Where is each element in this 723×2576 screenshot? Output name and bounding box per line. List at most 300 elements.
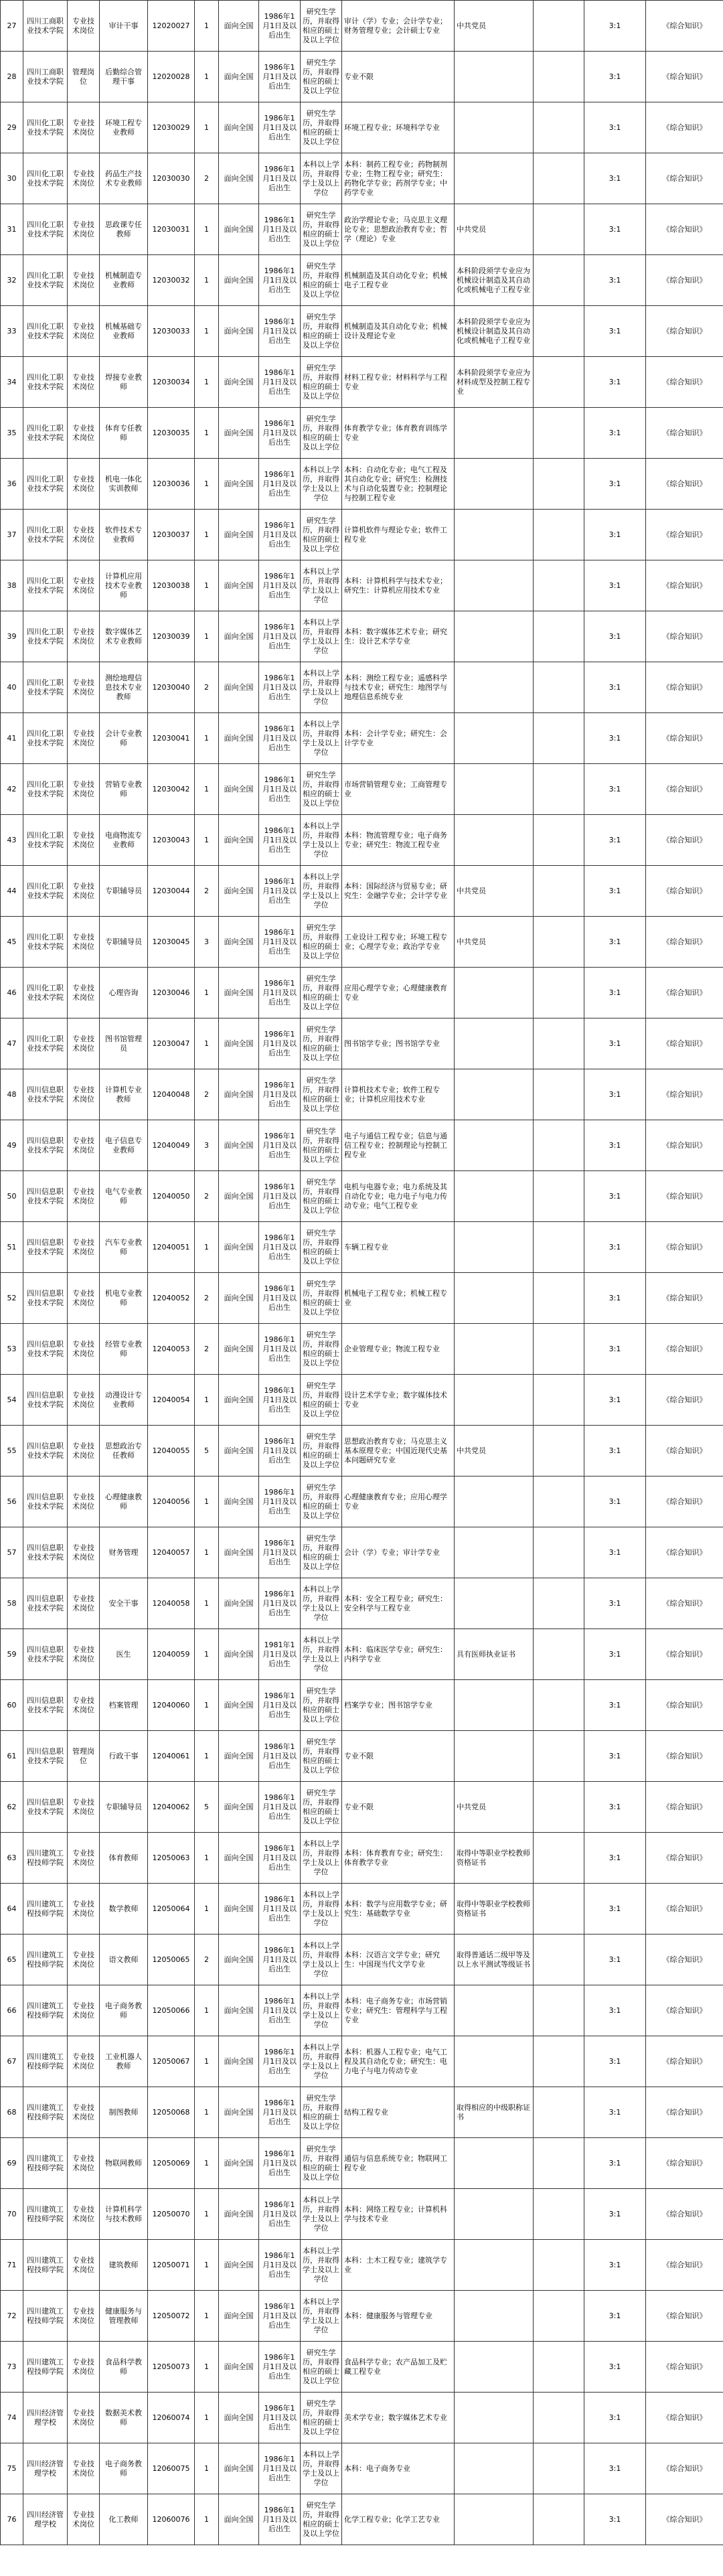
major-requirement-cell: 计算机技术专业；软件工程专业；计算机应用技术专业 [342,1069,455,1120]
table-row [1,611,723,662]
other-requirements-cell [455,815,534,866]
birth-requirement-cell: 1986年1月1日及以后出生 [259,764,301,815]
table-row [1,2240,723,2291]
recruit-scope-cell: 面向全国 [219,459,259,510]
row-number-cell: 64 [1,1884,23,1935]
recruit-scope-cell: 面向全国 [219,1171,259,1222]
exam-ratio-cell: 3:1 [584,2240,646,2291]
birth-requirement-cell: 1986年1月1日及以后出生 [259,510,301,560]
exam-subject-cell: 《综合知识》 [646,204,723,255]
major-requirement-cell: 食品科学专业；农产品加工及贮藏工程专业 [342,2342,455,2393]
recruit-scope-cell: 面向全国 [219,611,259,662]
position-code-cell: 12060074 [148,2393,195,2443]
table-row [1,1985,723,2036]
position-name-cell: 后勤综合管理干事 [100,52,148,102]
recruit-scope-cell: 面向全国 [219,2443,259,2494]
exam-ratio-cell: 3:1 [584,2342,646,2393]
position-type-cell: 专业技术岗位 [68,102,100,153]
education-requirement-cell: 研究生学历，并取得相应的硕士及以上学位 [301,1,342,52]
exam-subject-cell: 《综合知识》 [646,2240,723,2291]
position-name-cell: 数据美术教师 [100,2393,148,2443]
other-requirements-cell: 本科阶段须学专业应为机械设计制造及其自动化或机械电子工程专业 [455,306,534,357]
table-row [1,968,723,1018]
major-requirement-cell: 本科：电子商务专业 [342,2443,455,2494]
major-requirement-cell: 本科：计算机科学与技术专业；研究生：计算机应用技术专业 [342,560,455,611]
headcount-cell: 1 [195,2189,219,2240]
remarks-cell [534,713,584,764]
exam-ratio-cell: 3:1 [584,102,646,153]
exam-subject-cell: 《综合知识》 [646,1476,723,1527]
exam-ratio-cell: 3:1 [584,1222,646,1273]
row-number-cell: 32 [1,255,23,306]
position-name-cell: 档案管理 [100,1680,148,1731]
exam-ratio-cell: 3:1 [584,1069,646,1120]
position-code-cell: 12060076 [148,2494,195,2545]
exam-ratio-cell: 3:1 [584,510,646,560]
exam-ratio-cell: 3:1 [584,1018,646,1069]
education-requirement-cell: 研究生学历，并取得相应的硕士及以上学位 [301,917,342,968]
birth-requirement-cell: 1986年1月1日及以后出生 [259,1069,301,1120]
position-type-cell: 专业技术岗位 [68,306,100,357]
row-number-cell: 56 [1,1476,23,1527]
remarks-cell [534,1629,584,1680]
exam-subject-cell: 《综合知识》 [646,1833,723,1884]
position-type-cell: 专业技术岗位 [68,713,100,764]
birth-requirement-cell: 1986年1月1日及以后出生 [259,2240,301,2291]
exam-subject-cell: 《综合知识》 [646,1171,723,1222]
education-requirement-cell: 研究生学历，并取得相应的硕士及以上学位 [301,1171,342,1222]
position-type-cell: 专业技术岗位 [68,2087,100,2138]
position-code-cell: 12030033 [148,306,195,357]
position-name-cell: 行政干事 [100,1731,148,1782]
major-requirement-cell: 本科：安全工程专业；研究生：安全科学与工程专业 [342,1578,455,1629]
other-requirements-cell: 本科阶段须学专业应为材料成型及控制工程专业 [455,357,534,408]
employer-cell: 四川信息职业技术学院 [23,1782,68,1833]
position-type-cell: 专业技术岗位 [68,1476,100,1527]
position-name-cell: 电子商务教师 [100,2443,148,2494]
position-code-cell: 12030030 [148,153,195,204]
employer-cell: 四川化工职业技术学院 [23,153,68,204]
headcount-cell: 3 [195,917,219,968]
exam-ratio-cell: 3:1 [584,1273,646,1324]
major-requirement-cell: 思想政治教育专业；马克思主义基本原理专业；中国近现代史基本问题研究专业 [342,1426,455,1476]
birth-requirement-cell: 1986年1月1日及以后出生 [259,2138,301,2189]
employer-cell: 四川工商职业技术学院 [23,52,68,102]
other-requirements-cell: 中共党员 [455,204,534,255]
birth-requirement-cell: 1986年1月1日及以后出生 [259,1731,301,1782]
row-number-cell: 33 [1,306,23,357]
exam-ratio-cell: 3:1 [584,866,646,917]
major-requirement-cell: 通信与信息系统专业；物联网工程专业 [342,2138,455,2189]
table-row [1,1426,723,1476]
row-number-cell: 39 [1,611,23,662]
remarks-cell [534,1680,584,1731]
position-type-cell: 专业技术岗位 [68,1426,100,1476]
other-requirements-cell [455,1476,534,1527]
exam-ratio-cell: 3:1 [584,1578,646,1629]
row-number-cell: 50 [1,1171,23,1222]
position-code-cell: 12030038 [148,560,195,611]
remarks-cell [534,1069,584,1120]
table-row [1,1731,723,1782]
exam-subject-cell: 《综合知识》 [646,1527,723,1578]
recruit-scope-cell: 面向全国 [219,1629,259,1680]
exam-subject-cell: 《综合知识》 [646,52,723,102]
recruit-scope-cell: 面向全国 [219,1884,259,1935]
other-requirements-cell [455,1018,534,1069]
table-row [1,2087,723,2138]
recruit-scope-cell: 面向全国 [219,255,259,306]
row-number-cell: 72 [1,2291,23,2342]
position-name-cell: 药品生产技术专业教师 [100,153,148,204]
exam-ratio-cell: 3:1 [584,1476,646,1527]
birth-requirement-cell: 1986年1月1日及以后出生 [259,153,301,204]
birth-requirement-cell: 1986年1月1日及以后出生 [259,1578,301,1629]
table-row [1,1629,723,1680]
other-requirements-cell [455,510,534,560]
remarks-cell [534,1018,584,1069]
exam-subject-cell: 《综合知识》 [646,1935,723,1985]
position-type-cell: 专业技术岗位 [68,662,100,713]
major-requirement-cell: 本科：数学与应用数学专业；研究生：基础数学专业 [342,1884,455,1935]
row-number-cell: 31 [1,204,23,255]
major-requirement-cell: 机械电子工程专业；机械工程专业 [342,1273,455,1324]
employer-cell: 四川建筑工程技师学院 [23,2138,68,2189]
position-name-cell: 营销专业教师 [100,764,148,815]
exam-ratio-cell: 3:1 [584,2036,646,2087]
education-requirement-cell: 研究生学历，并取得相应的硕士及以上学位 [301,1731,342,1782]
headcount-cell: 2 [195,1069,219,1120]
position-code-cell: 12060075 [148,2443,195,2494]
exam-ratio-cell: 3:1 [584,1629,646,1680]
row-number-cell: 67 [1,2036,23,2087]
position-name-cell: 食品科学教师 [100,2342,148,2393]
exam-subject-cell: 《综合知识》 [646,1629,723,1680]
headcount-cell: 1 [195,1833,219,1884]
position-code-cell: 12030031 [148,204,195,255]
position-type-cell: 专业技术岗位 [68,1273,100,1324]
major-requirement-cell: 专业不限 [342,1731,455,1782]
position-name-cell: 动漫设计专业教师 [100,1375,148,1426]
row-number-cell: 40 [1,662,23,713]
row-number-cell: 42 [1,764,23,815]
remarks-cell [534,102,584,153]
position-name-cell: 心理咨询 [100,968,148,1018]
position-code-cell: 12030035 [148,408,195,459]
position-type-cell: 管理岗位 [68,52,100,102]
row-number-cell: 58 [1,1578,23,1629]
table-row [1,2138,723,2189]
education-requirement-cell: 本科以上学历，并取得学士及以上学位 [301,2036,342,2087]
education-requirement-cell: 研究生学历，并取得相应的硕士及以上学位 [301,52,342,102]
remarks-cell [534,2494,584,2545]
remarks-cell [534,1833,584,1884]
education-requirement-cell: 研究生学历，并取得相应的硕士及以上学位 [301,1527,342,1578]
recruit-scope-cell: 面向全国 [219,1527,259,1578]
other-requirements-cell: 中共党员 [455,1,534,52]
position-type-cell: 专业技术岗位 [68,866,100,917]
education-requirement-cell: 研究生学历，并取得相应的硕士及以上学位 [301,306,342,357]
major-requirement-cell: 本科：体育教育专业；研究生：体育教学专业 [342,1833,455,1884]
position-type-cell: 专业技术岗位 [68,2342,100,2393]
recruit-scope-cell: 面向全国 [219,1,259,52]
position-type-cell: 专业技术岗位 [68,764,100,815]
row-number-cell: 34 [1,357,23,408]
table-row [1,1171,723,1222]
remarks-cell [534,1273,584,1324]
position-type-cell: 专业技术岗位 [68,1222,100,1273]
exam-ratio-cell: 3:1 [584,2087,646,2138]
recruit-scope-cell: 面向全国 [219,153,259,204]
remarks-cell [534,917,584,968]
exam-ratio-cell: 3:1 [584,1731,646,1782]
headcount-cell: 1 [195,255,219,306]
table-row [1,1884,723,1935]
row-number-cell: 27 [1,1,23,52]
exam-subject-cell: 《综合知识》 [646,306,723,357]
exam-subject-cell: 《综合知识》 [646,102,723,153]
table-row [1,1273,723,1324]
row-number-cell: 48 [1,1069,23,1120]
employer-cell: 四川化工职业技术学院 [23,255,68,306]
exam-subject-cell: 《综合知识》 [646,2087,723,2138]
education-requirement-cell: 研究生学历，并取得相应的硕士及以上学位 [301,2393,342,2443]
birth-requirement-cell: 1986年1月1日及以后出生 [259,408,301,459]
position-type-cell: 专业技术岗位 [68,1629,100,1680]
position-name-cell: 建筑教师 [100,2240,148,2291]
recruit-scope-cell: 面向全国 [219,306,259,357]
exam-subject-cell: 《综合知识》 [646,1731,723,1782]
birth-requirement-cell: 1986年1月1日及以后出生 [259,1375,301,1426]
row-number-cell: 43 [1,815,23,866]
headcount-cell: 2 [195,1171,219,1222]
position-type-cell: 专业技术岗位 [68,1171,100,1222]
row-number-cell: 60 [1,1680,23,1731]
exam-subject-cell: 《综合知识》 [646,560,723,611]
recruit-scope-cell: 面向全国 [219,764,259,815]
recruit-scope-cell: 面向全国 [219,1426,259,1476]
table-row [1,662,723,713]
headcount-cell: 1 [195,1018,219,1069]
birth-requirement-cell: 1986年1月1日及以后出生 [259,1222,301,1273]
recruit-scope-cell: 面向全国 [219,2393,259,2443]
remarks-cell [534,1222,584,1273]
position-name-cell: 焊接专业教师 [100,357,148,408]
position-code-cell: 12040062 [148,1782,195,1833]
position-type-cell: 专业技术岗位 [68,1018,100,1069]
position-code-cell: 12050063 [148,1833,195,1884]
recruit-scope-cell: 面向全国 [219,1476,259,1527]
recruit-scope-cell: 面向全国 [219,2240,259,2291]
remarks-cell [534,815,584,866]
other-requirements-cell: 取得中等职业学校教师资格证书 [455,1884,534,1935]
exam-subject-cell: 《综合知识》 [646,764,723,815]
remarks-cell [534,2087,584,2138]
position-type-cell: 专业技术岗位 [68,2443,100,2494]
birth-requirement-cell: 1986年1月1日及以后出生 [259,1833,301,1884]
position-type-cell: 专业技术岗位 [68,968,100,1018]
remarks-cell [534,459,584,510]
education-requirement-cell: 研究生学历，并取得相应的硕士及以上学位 [301,1375,342,1426]
major-requirement-cell: 机械制造及其自动化专业；机械电子工程专业 [342,255,455,306]
education-requirement-cell: 本科以上学历，并取得学士及以上学位 [301,662,342,713]
position-type-cell: 专业技术岗位 [68,611,100,662]
exam-subject-cell: 《综合知识》 [646,459,723,510]
position-code-cell: 12050065 [148,1935,195,1985]
major-requirement-cell: 审计（学）专业；会计学专业；财务管理专业；会计硕士专业 [342,1,455,52]
table-row [1,255,723,306]
row-number-cell: 69 [1,2138,23,2189]
birth-requirement-cell: 1986年1月1日及以后出生 [259,1935,301,1985]
education-requirement-cell: 研究生学历，并取得相应的硕士及以上学位 [301,510,342,560]
table-row [1,2443,723,2494]
education-requirement-cell: 研究生学历，并取得相应的硕士及以上学位 [301,357,342,408]
exam-subject-cell: 《综合知识》 [646,611,723,662]
remarks-cell [534,1985,584,2036]
recruit-scope-cell: 面向全国 [219,917,259,968]
position-code-cell: 12040049 [148,1120,195,1171]
birth-requirement-cell: 1986年1月1日及以后出生 [259,102,301,153]
exam-ratio-cell: 3:1 [584,1680,646,1731]
table-row [1,1782,723,1833]
exam-subject-cell: 《综合知识》 [646,2291,723,2342]
headcount-cell: 1 [195,1476,219,1527]
remarks-cell [534,2291,584,2342]
major-requirement-cell: 专业不限 [342,1782,455,1833]
exam-subject-cell: 《综合知识》 [646,917,723,968]
position-name-cell: 物联网教师 [100,2138,148,2189]
table-row [1,1120,723,1171]
education-requirement-cell: 研究生学历，并取得相应的硕士及以上学位 [301,1476,342,1527]
exam-subject-cell: 《综合知识》 [646,1324,723,1375]
headcount-cell: 2 [195,1935,219,1985]
table-row [1,2036,723,2087]
remarks-cell [534,764,584,815]
headcount-cell: 2 [195,662,219,713]
education-requirement-cell: 本科以上学历，并取得学士及以上学位 [301,815,342,866]
row-number-cell: 28 [1,52,23,102]
position-name-cell: 计算机应用技术专业教师 [100,560,148,611]
other-requirements-cell [455,2443,534,2494]
headcount-cell: 5 [195,1782,219,1833]
exam-subject-cell: 《综合知识》 [646,662,723,713]
row-number-cell: 47 [1,1018,23,1069]
recruit-scope-cell: 面向全国 [219,2036,259,2087]
remarks-cell [534,2036,584,2087]
employer-cell: 四川信息职业技术学院 [23,1629,68,1680]
remarks-cell [534,408,584,459]
table-row [1,510,723,560]
position-type-cell: 专业技术岗位 [68,2291,100,2342]
recruit-scope-cell: 面向全国 [219,204,259,255]
recruit-scope-cell: 面向全国 [219,1935,259,1985]
major-requirement-cell: 本科：临床医学专业；研究生：内科学专业 [342,1629,455,1680]
headcount-cell: 1 [195,1629,219,1680]
position-code-cell: 12040060 [148,1680,195,1731]
exam-subject-cell: 《综合知识》 [646,2443,723,2494]
headcount-cell: 1 [195,459,219,510]
row-number-cell: 70 [1,2189,23,2240]
position-name-cell: 数学教师 [100,1884,148,1935]
education-requirement-cell: 研究生学历，并取得相应的硕士及以上学位 [301,255,342,306]
other-requirements-cell [455,2342,534,2393]
exam-ratio-cell: 3:1 [584,1833,646,1884]
headcount-cell: 1 [195,2036,219,2087]
headcount-cell: 1 [195,713,219,764]
employer-cell: 四川信息职业技术学院 [23,1731,68,1782]
headcount-cell: 2 [195,866,219,917]
position-type-cell: 专业技术岗位 [68,1578,100,1629]
recruit-scope-cell: 面向全国 [219,815,259,866]
birth-requirement-cell: 1986年1月1日及以后出生 [259,866,301,917]
recruit-scope-cell: 面向全国 [219,1273,259,1324]
position-name-cell: 经管专业教师 [100,1324,148,1375]
birth-requirement-cell: 1981年1月1日及以后出生 [259,1629,301,1680]
position-code-cell: 12040057 [148,1527,195,1578]
position-name-cell: 安全干事 [100,1578,148,1629]
position-type-cell: 专业技术岗位 [68,408,100,459]
other-requirements-cell [455,1273,534,1324]
table-row [1,2342,723,2393]
position-type-cell: 专业技术岗位 [68,510,100,560]
headcount-cell: 3 [195,1120,219,1171]
education-requirement-cell: 研究生学历，并取得相应的硕士及以上学位 [301,1324,342,1375]
headcount-cell: 1 [195,2087,219,2138]
position-name-cell: 财务管理 [100,1527,148,1578]
row-number-cell: 75 [1,2443,23,2494]
major-requirement-cell: 会计（学）专业；审计学专业 [342,1527,455,1578]
position-name-cell: 机械基础专业教师 [100,306,148,357]
other-requirements-cell: 中共党员 [455,1426,534,1476]
position-type-cell: 管理岗位 [68,1731,100,1782]
remarks-cell [534,2342,584,2393]
other-requirements-cell [455,153,534,204]
headcount-cell: 1 [195,1527,219,1578]
employer-cell: 四川化工职业技术学院 [23,357,68,408]
position-name-cell: 机械制造专业教师 [100,255,148,306]
major-requirement-cell: 化学工程专业；化学工艺专业 [342,2494,455,2545]
major-requirement-cell: 市场营销管理专业；工商管理专业 [342,764,455,815]
headcount-cell: 1 [195,204,219,255]
employer-cell: 四川化工职业技术学院 [23,713,68,764]
position-code-cell: 12030043 [148,815,195,866]
birth-requirement-cell: 1986年1月1日及以后出生 [259,1985,301,2036]
exam-ratio-cell: 3:1 [584,815,646,866]
row-number-cell: 59 [1,1629,23,1680]
employer-cell: 四川化工职业技术学院 [23,866,68,917]
other-requirements-cell: 中共党员 [455,866,534,917]
education-requirement-cell: 本科以上学历，并取得学士及以上学位 [301,713,342,764]
exam-ratio-cell: 3:1 [584,2138,646,2189]
remarks-cell [534,1426,584,1476]
table-row [1,357,723,408]
birth-requirement-cell: 1986年1月1日及以后出生 [259,2291,301,2342]
row-number-cell: 37 [1,510,23,560]
row-number-cell: 74 [1,2393,23,2443]
headcount-cell: 1 [195,1985,219,2036]
education-requirement-cell: 本科以上学历，并取得学士及以上学位 [301,2240,342,2291]
exam-ratio-cell: 3:1 [584,306,646,357]
exam-ratio-cell: 3:1 [584,1,646,52]
major-requirement-cell: 工业设计工程专业；环境工程专业；心理学专业；政治学专业 [342,917,455,968]
birth-requirement-cell: 1986年1月1日及以后出生 [259,1426,301,1476]
employer-cell: 四川信息职业技术学院 [23,1527,68,1578]
position-code-cell: 12040061 [148,1731,195,1782]
position-code-cell: 12030040 [148,662,195,713]
exam-ratio-cell: 3:1 [584,153,646,204]
position-type-cell: 专业技术岗位 [68,1527,100,1578]
exam-subject-cell: 《综合知识》 [646,1069,723,1120]
